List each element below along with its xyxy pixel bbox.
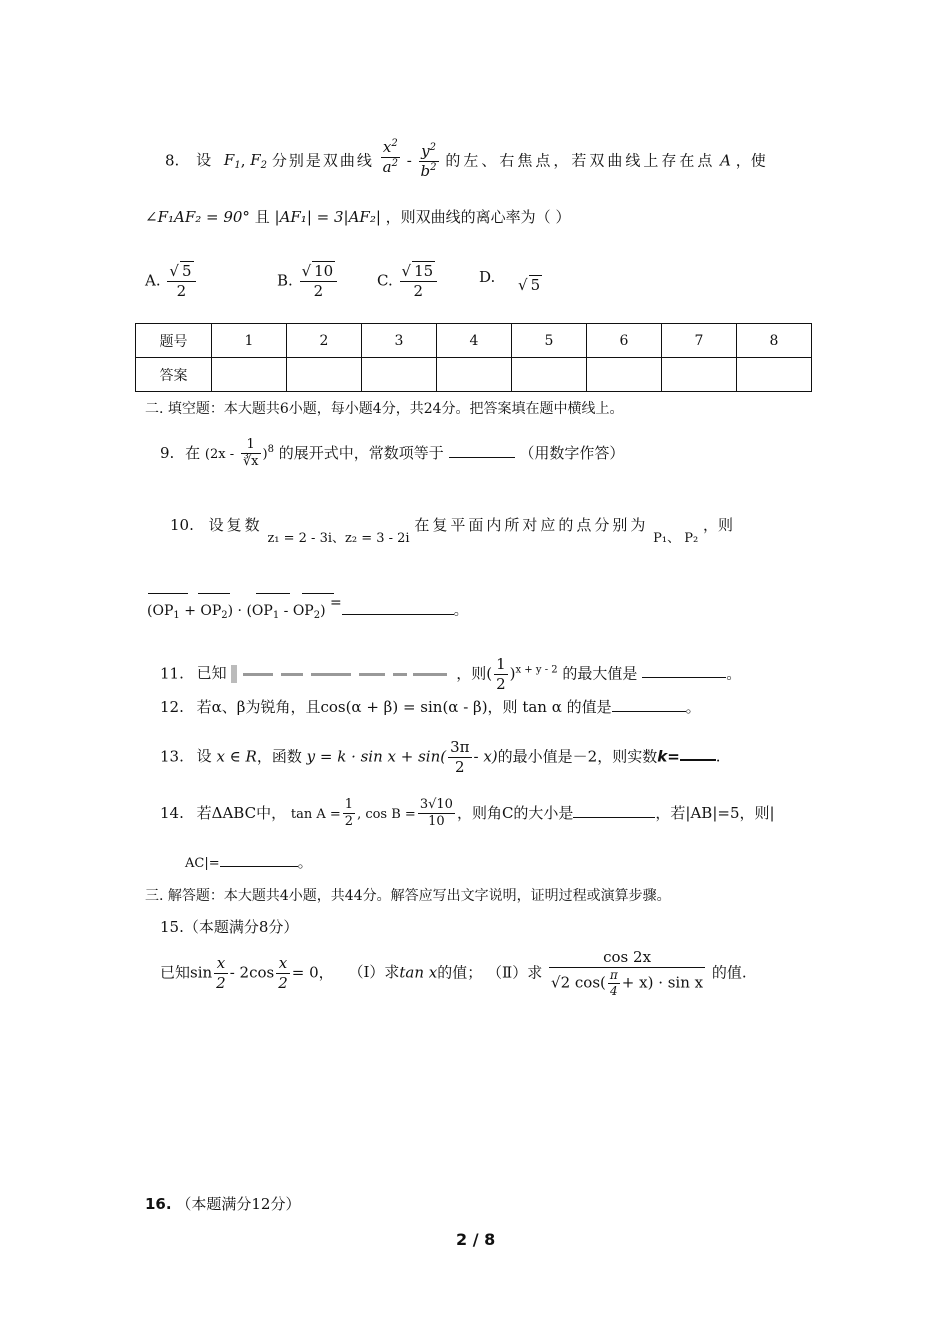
q8-f1: $F_1$ xyxy=(223,151,241,172)
q12 xyxy=(160,696,701,717)
q10-text1: 设复数 xyxy=(208,516,263,534)
q9-expr-left: (2x - xyxy=(204,446,235,462)
q8-hyperbola-y: $\frac{y^2}{b^2}$ xyxy=(420,142,437,180)
q13-frac: $\frac{3\pi}{2}$ xyxy=(450,738,470,776)
q13-text2: ，函数 xyxy=(256,747,302,766)
q9-number: 9. xyxy=(160,443,175,462)
q14-number: 14. xyxy=(160,803,184,822)
q11-number: 11. xyxy=(160,664,184,683)
table-cell: 2 xyxy=(287,324,362,358)
q14-tan-a: tan A = xyxy=(290,806,341,822)
q10-line2: $(OP_1 + OP_2) \cdot (OP_1 - OP_2)$ = 。 xyxy=(147,595,468,621)
q11-constraint-system-image xyxy=(231,663,451,685)
q13-k: k= xyxy=(657,747,680,766)
q13-function-end: - x) xyxy=(473,747,498,766)
q14-length-blank[interactable] xyxy=(220,852,298,867)
table-cell: 7 xyxy=(662,324,737,358)
q8-number: 8. xyxy=(165,151,180,170)
q11-text2: 的最大值是 xyxy=(562,664,638,683)
q13-text3: 的最小值是－2，则实数 xyxy=(497,747,658,766)
table-cell: 3 xyxy=(362,324,437,358)
q15-body xyxy=(160,948,747,999)
q16 xyxy=(145,1193,300,1214)
q13-answer-blank[interactable] xyxy=(680,745,716,761)
q14-cos-frac: $\frac{3√10}{10}$ xyxy=(419,797,453,830)
option-label: C. xyxy=(377,271,393,290)
q13-domain: x ∈ R xyxy=(216,747,257,766)
q10-vector-bar xyxy=(256,593,290,594)
table-cell: 8 xyxy=(737,324,812,358)
q10-vector-bar xyxy=(148,593,188,594)
table-cell: 1 xyxy=(212,324,287,358)
option-b-value: $\frac{√ 10}{2}$ xyxy=(300,262,338,301)
q15-tan-x: tan x xyxy=(399,963,438,982)
option-label: B. xyxy=(277,271,293,290)
q10-vector-bar xyxy=(198,593,230,594)
q8-line2 xyxy=(145,206,570,227)
q16-number: 16. xyxy=(145,1195,172,1213)
q10-equals: = xyxy=(330,595,342,611)
q9 xyxy=(160,437,624,471)
table-header-answer: 答案 xyxy=(136,358,212,392)
q10-complex: z₁ = 2 - 3i、z₂ = 3 - 2i xyxy=(267,531,410,546)
q10-expr-c: ) · (OP xyxy=(227,603,273,619)
q10-line1 xyxy=(170,514,734,546)
q9-power: 8 xyxy=(267,443,274,455)
table-cell: 6 xyxy=(587,324,662,358)
q10-number: 10. xyxy=(170,516,194,534)
answer-cell[interactable] xyxy=(737,358,812,392)
q12-answer-blank[interactable] xyxy=(612,697,686,712)
q10-end: 。 xyxy=(453,603,468,619)
q8-text2: 的左、右焦点，若双曲线上存在点 xyxy=(445,151,716,170)
option-label: A. xyxy=(145,271,161,290)
q14-line1 xyxy=(160,797,775,831)
q10-text2: 在复平面内所对应的点分别为 xyxy=(414,516,649,534)
q8-text3: ，使 xyxy=(735,151,766,170)
q10-expr-b: + OP xyxy=(184,603,222,619)
q8-f2: $F_2$ xyxy=(250,151,268,172)
q14-tan-frac: $\frac{1}{2}$ xyxy=(344,797,354,830)
q10-answer-blank[interactable] xyxy=(342,600,454,615)
answer-cell[interactable] xyxy=(662,358,737,392)
q11: 11. 已知 ，则( $\frac{1}{2}$ )$^{x + y - 2}$ 的最大值是 。 xyxy=(160,655,742,693)
q14-text1: 若ΔABC中， xyxy=(196,803,287,822)
q15-pre: 已知 xyxy=(160,963,191,982)
q10-expr-d: - OP xyxy=(283,603,314,619)
option-d-value: √ 5 xyxy=(518,276,541,294)
q15-eq-end: = 0， xyxy=(291,963,334,982)
section-3-heading: 三. 解答题：本大题共4小题，共44分。解答应写出文字说明，证明过程或演算步骤。 xyxy=(145,888,671,904)
q9-answer-blank[interactable] xyxy=(449,443,515,458)
q11-text: ，则( xyxy=(456,664,493,683)
option-a-value: $\frac{√ 5}{2}$ xyxy=(167,262,195,301)
q14-angle-blank[interactable] xyxy=(573,803,655,818)
q8-and: 且 xyxy=(254,208,270,226)
q13-function: y = k · sin x + sin( xyxy=(306,747,447,766)
answer-cell[interactable] xyxy=(437,358,512,392)
q8-hyperbola-x: $\frac{x^2}{a^2}$ xyxy=(382,138,398,176)
q13-text1: 设 xyxy=(196,747,212,766)
answer-table-row-answers xyxy=(136,358,812,392)
q8-option-a xyxy=(145,262,198,301)
q10-points: P₁、 P₂ xyxy=(653,531,699,546)
q14-line2-text: AC|= xyxy=(185,856,220,871)
q8-text4: ，则双曲线的离心率为（ ） xyxy=(385,208,571,226)
q10-text3: ，则 xyxy=(703,516,734,534)
q14-cos-b: , cos B = xyxy=(357,806,416,822)
q13 xyxy=(160,738,721,777)
q11-pre: 已知 xyxy=(196,664,227,683)
q9-suffix: （用数字作答） xyxy=(519,443,625,462)
q11-power: x + y - 2 xyxy=(515,664,558,676)
q10-expr-e: ) xyxy=(320,603,326,619)
q8-option-c xyxy=(377,262,439,301)
answer-cell[interactable] xyxy=(212,358,287,392)
q12-text: 若α、β为锐角，且cos(α + β) = sin(α - β)，则 tan α 的值是 xyxy=(196,698,612,716)
answer-cell[interactable] xyxy=(587,358,662,392)
option-c-value: $\frac{√ 15}{2}$ xyxy=(400,262,438,301)
q9-frac: $\frac{1}{∛x}$ xyxy=(242,437,259,470)
q11-answer-blank[interactable] xyxy=(642,663,726,678)
q10-vector-bar xyxy=(302,593,334,594)
q16-text: （本题满分12分） xyxy=(176,1195,301,1213)
q8-distance-condition: |AF₁| = 3|AF₂| xyxy=(274,208,381,226)
answer-table xyxy=(135,323,812,392)
q15-heading: 15.（本题满分8分） xyxy=(160,918,299,936)
answer-cell[interactable] xyxy=(287,358,362,392)
q15-part2: （Ⅱ）求 xyxy=(487,963,543,982)
q15-part1-end: 的值； xyxy=(437,963,483,982)
q15-x-half: $\frac{x}{2}$ xyxy=(216,954,226,992)
q14-text2: ，则角C的大小是 xyxy=(456,803,574,822)
q13-number: 13. xyxy=(160,747,184,766)
q15-part2-end: 的值. xyxy=(711,963,747,982)
q12-number: 12. xyxy=(160,698,184,716)
q8-angle-condition: ∠F₁AF₂ = 90° xyxy=(145,208,250,226)
answer-cell[interactable] xyxy=(512,358,587,392)
option-label: D. xyxy=(479,268,496,286)
q8-set: 设 xyxy=(196,151,212,170)
q9-pre: 在 xyxy=(185,443,201,462)
q15-big-fraction: cos 2x √2 cos( $\frac{\pi}{4}$ + x) · sin x xyxy=(551,948,704,998)
answer-table-row-numbers xyxy=(136,324,812,358)
table-header-question: 题号 xyxy=(136,324,212,358)
q13-end: . xyxy=(715,747,721,766)
q11-half: $\frac{1}{2}$ xyxy=(496,655,506,693)
q15-mid: - 2cos xyxy=(229,963,275,982)
page-number: 2 / 8 xyxy=(456,1230,496,1249)
q14-end: 。 xyxy=(297,853,313,871)
q8-option-b xyxy=(277,262,339,301)
q10-expr-a: (OP xyxy=(147,603,174,619)
q11-end: 。 xyxy=(726,664,742,683)
answer-cell[interactable] xyxy=(362,358,437,392)
q9-expr-right: ) xyxy=(262,446,268,462)
q12-end: 。 xyxy=(685,698,701,716)
q8-text1: 分别是双曲线 xyxy=(271,151,374,170)
q15-x-half-2: $\frac{x}{2}$ xyxy=(278,954,288,992)
q8-option-d xyxy=(479,268,542,294)
q8-line1: 8. 设 $F_1$, $F_2$ 分别是双曲线 $\frac{x^2}{a^2}$ - $\frac{y^2}{b^2}$ 的左、右焦点，若双曲线上存在点 A ，使 xyxy=(165,138,766,180)
q14-text3: ，若|AB|=5，则| xyxy=(655,803,775,822)
table-cell: 5 xyxy=(512,324,587,358)
q15-part1: （Ⅰ）求 xyxy=(348,963,400,982)
q15-sin: sin xyxy=(190,963,213,982)
q14-line2 xyxy=(185,851,313,872)
q8-point-a: A xyxy=(720,151,731,170)
q9-text: 的展开式中，常数项等于 xyxy=(278,443,444,462)
table-cell: 4 xyxy=(437,324,512,358)
section-2-heading: 二. 填空题：本大题共6小题，每小题4分，共24分。把答案填在题中横线上。 xyxy=(145,401,624,417)
